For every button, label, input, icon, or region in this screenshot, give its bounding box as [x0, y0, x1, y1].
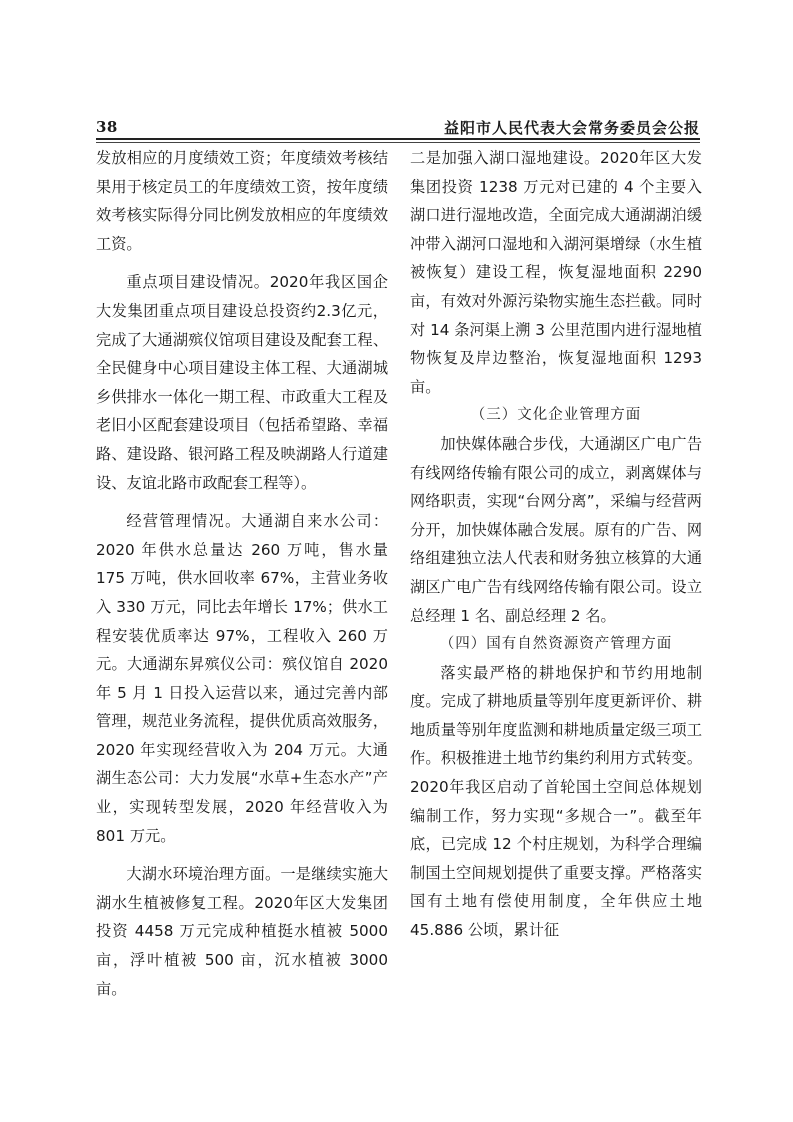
paragraph: 加快媒体融合步伐，大通湖区广电广告有线网络传输有限公司的成立，剥离媒体与网络职责，实现“台网分离”，采编与经营两分开，加快媒体融合发展。原有的广告、网络组建独立法人代表和财务独立核算的大通湖区广电广告有线网络传输有限公司。设立总经理 1 名、副总经理 2 名。 — [410, 434, 702, 625]
section-heading: （三）文化企业管理方面 — [470, 407, 642, 424]
paragraph: 二是加强入湖口湿地建设。2020年区大发集团投资 1238 万元对已建的 4 个主要入湖口进行湿地改造，全面完成大通湖湖泊缓冲带入湖河口湿地和入湖河渠增绿（水生植被恢复）建设工程，恢复湿地面积 2290 亩，有效对外源污染物实施生态拦截。同时对 14 条河渠上溯 3 公里范围内进行湿地植物恢复及岸边整治，恢复湿地面积 1293 亩。 — [410, 149, 702, 396]
paragraph: 大湖水环境治理方面。一是继续实施大湖水生植被修复工程。2020年区大发集团投资 4458 万元完成种植挺水植被 5000 亩，浮叶植被 500 亩，沉水植被 3000 亩。 — [96, 865, 388, 998]
paragraph: 发放相应的月度绩效工资；年度绩效考核结果用于核定员工的年度绩效工资，按年度绩效考核实际得分同比例发放相应的年度绩效工资。 — [96, 149, 388, 253]
paragraph: 落实最严格的耕地保护和节约用地制度。完成了耕地质量等别年度更新评价、耕地质量等别年度监测和耕地质量定级三项工作。积极推进土地节约集约利用方式转变。2020年我区启动了首轮国土空间总体规划编制工作，努力实现“多规合一”。截至年底，已完成 12 个村庄规划，为科学合理编制国土空间规划提供了重要支撑。严格落实国有土地有偿使用制度，全年供应土地 45.886 公顷，累计征 — [410, 663, 702, 940]
section-heading: （四）国有自然资源资产管理方面 — [439, 636, 673, 653]
page-header — [96, 114, 700, 140]
journal-title: 益阳市人民代表大会常务委员会公报 — [443, 119, 700, 137]
header-rule-thick — [96, 138, 700, 140]
paragraph: 经营管理情况。大通湖自来水公司：2020 年供水总量达 260 万吨，售水量 175 万吨，供水回收率 67%，主营业务收入 330 万元，同比去年增长 17%；供水工程安装优质率达 97%，工程收入 260 万元。大通湖东昇殡仪公司：殡仪馆自 2020 年 5 月 1 日投入运营以来，通过完善内部管理，规范业务流程，提供优质高效服务，2020 年实现经营收入为 204 万元。大通湖生态公司：大力发展“水草+生态水产”产业，实现转型发展，2020 年经营收入为 801 万元。 — [96, 512, 388, 845]
right-column — [410, 144, 702, 945]
page-number: 38 — [96, 118, 118, 136]
paragraph: 重点项目建设情况。2020年我区国企大发集团重点项目建设总投资约2.3亿元，完成了大通湖殡仪馆项目建设及配套工程、全民健身中心项目建设主体工程、大通湖城乡供排水一体化一期工程、市政重大工程及老旧小区配套建设项目（包括希望路、幸福路、建设路、银河路工程及映湖路人行道建设、友谊北路市政配套工程等）。 — [96, 273, 388, 492]
left-column — [96, 144, 388, 1003]
header-rule-thin — [96, 142, 700, 143]
